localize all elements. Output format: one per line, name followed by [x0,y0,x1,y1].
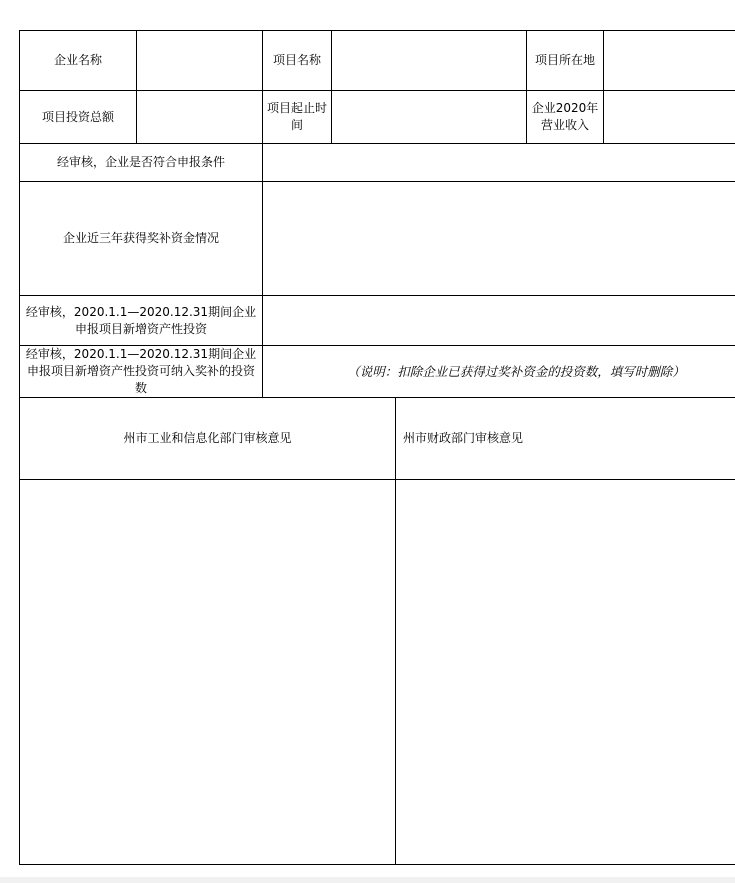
eligibility-field[interactable] [263,144,735,182]
new-investment-field[interactable] [263,296,735,346]
row-basic-info-2 [20,91,735,144]
project-name-label: 项目名称 [263,31,332,91]
new-investment-label: 经审核，2020.1.1—2020.12.31期间企业申报项目新增资产性投资 [20,296,263,346]
industry-dept-review-label: 州市工业和信息化部门审核意见 [20,398,396,480]
finance-dept-review-label: 州市财政部门审核意见 [396,398,735,480]
project-location-field[interactable] [604,31,735,91]
subsidy-history-field[interactable] [263,182,735,296]
page-bottom-strip [0,877,735,883]
company-name-label: 企业名称 [20,31,137,91]
row-review-opinions [20,480,735,865]
row-eligibility [20,144,735,182]
row-review-headers [20,398,735,480]
total-investment-field[interactable] [137,91,263,144]
row-subsidy-history [20,182,735,296]
application-form-table [19,30,735,865]
project-name-field[interactable] [332,31,527,91]
finance-dept-opinion-field[interactable] [396,480,735,865]
row-basic-info-1 [20,31,735,91]
project-location-label: 项目所在地 [527,31,604,91]
total-investment-label: 项目投资总额 [20,91,137,144]
eligible-investment-note[interactable]: （说明：扣除企业已获得过奖补资金的投资数，填写时删除） [263,346,735,398]
project-period-label: 项目起止时间 [263,91,332,144]
eligibility-label: 经审核，企业是否符合申报条件 [20,144,263,182]
subsidy-history-label: 企业近三年获得奖补资金情况 [20,182,263,296]
row-eligible-investment [20,346,735,398]
revenue-2020-field[interactable] [604,91,735,144]
eligible-investment-label: 经审核，2020.1.1—2020.12.31期间企业申报项目新增资产性投资可纳入奖补的投资数 [20,346,263,398]
company-name-field[interactable] [137,31,263,91]
industry-dept-opinion-field[interactable] [20,480,396,865]
row-new-investment [20,296,735,346]
project-period-field[interactable] [332,91,527,144]
revenue-2020-label: 企业2020年营业收入 [527,91,604,144]
